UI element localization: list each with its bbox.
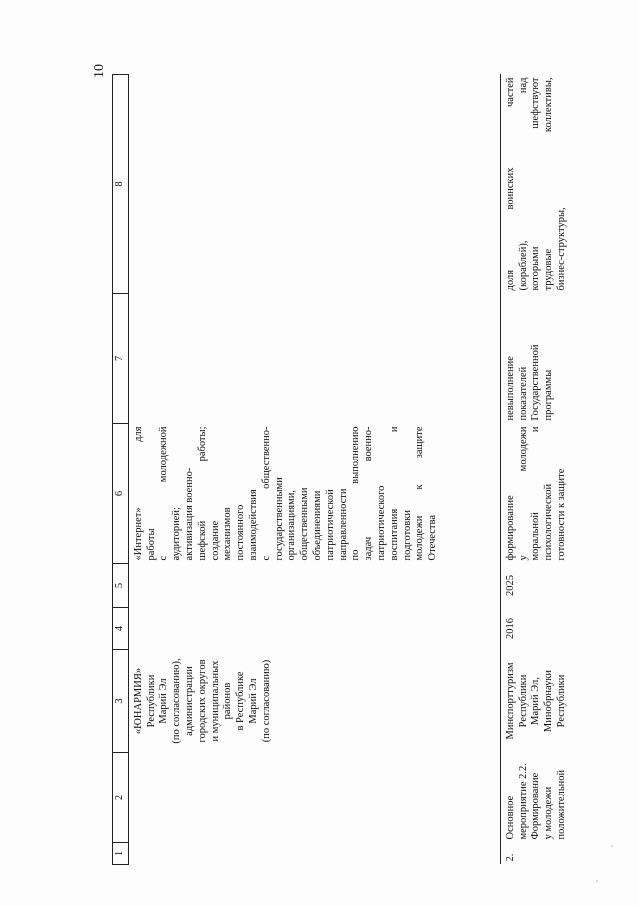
row2-measure-name: Основное мероприятие 2.2. Формирование у молодежи положительной xyxy=(500,753,570,843)
col-header-4: 4 xyxy=(113,608,129,650)
row2-indicator-link: доля воинских частей (кораблей), над которыми шефствуют трудовые коллективы, бизнес-структуры, xyxy=(500,75,570,294)
table-row-continuation xyxy=(128,75,500,865)
col-header-8: 8 xyxy=(113,75,129,294)
col-header-5: 5 xyxy=(113,564,129,608)
row1-col2 xyxy=(128,753,500,843)
col-header-1: 1 xyxy=(113,843,129,865)
program-table xyxy=(112,74,571,865)
col-header-6: 6 xyxy=(113,424,129,564)
table-row-2 xyxy=(500,75,570,865)
row1-col8 xyxy=(128,75,500,294)
scan-speck xyxy=(611,845,613,847)
row1-expected-results: «Интернет» для работы с молодежной аудиторией; активизация военно- шефской работы; создание механизмов постоянного взаимодействия с общественно- государственными организациями, общественными объединениями патриотической направленности по выполнению задач военно- патриотического воспитания и подготовки молодежи к защите Отечества xyxy=(132,426,439,561)
col-header-3: 3 xyxy=(113,650,129,753)
row1-col5 xyxy=(128,564,500,608)
col-header-2: 2 xyxy=(113,753,129,843)
row2-expected-results: формирование у молодежи моральной и психологической готовности к защите xyxy=(500,424,570,564)
page-number: 10 xyxy=(92,64,107,78)
row1-executors: «ЮНАРМИЯ» Республики Марий Эл (по согласованию), администрации городских округов и муниципальных районов в Республике Марий Эл (по согласованию) xyxy=(132,658,272,744)
scan-speck xyxy=(596,880,598,882)
row1-col1 xyxy=(128,843,500,865)
column-number-header xyxy=(113,75,129,865)
row2-number: 2. xyxy=(500,843,570,865)
row2-consequences: невыполнение показателей Государственной программы xyxy=(500,294,570,424)
row1-col4 xyxy=(128,608,500,650)
col-header-7: 7 xyxy=(113,294,129,424)
row2-executors: Минспорттуризм Республики Марий Эл, Минобрнауки Республики xyxy=(500,650,570,753)
row1-col7 xyxy=(128,294,500,424)
row2-end-year: 2025 xyxy=(500,564,570,608)
row2-start-year: 2016 xyxy=(500,608,570,650)
